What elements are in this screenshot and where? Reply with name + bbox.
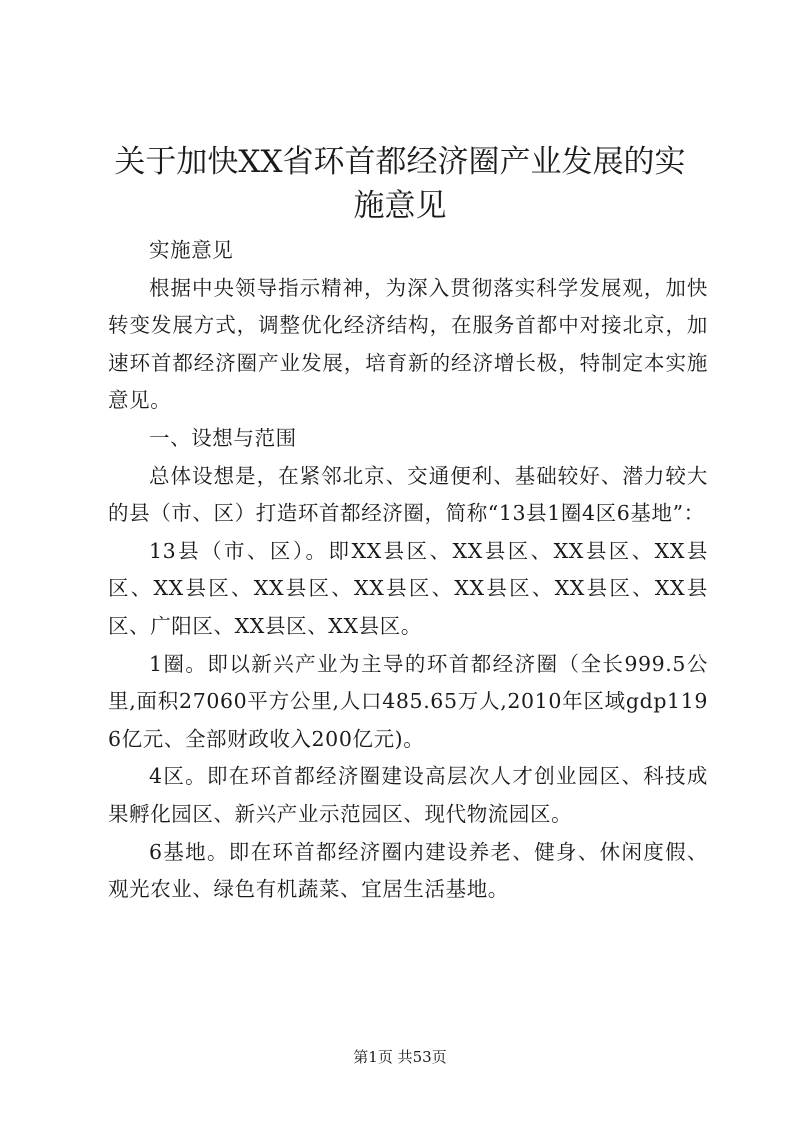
paragraph-intro: 根据中央领导指示精神，为深入贯彻落实科学发展观，加快转变发展方式，调整优化经济结构，在服务首都中对接北京，加速环首都经济圈产业发展，培育新的经济增长极，特制定本实施意见。 [108, 275, 708, 413]
paragraph-1-circle: 1圈。即以新兴产业为主导的环首都经济圈（全长999.5公里,面积27060平方公里,人口485.65万人,2010年区域gdp1196亿元、全部财政收入200亿元)。 [108, 651, 708, 751]
page-number-footer: 第1页 共53页 [353, 1048, 447, 1066]
document-body [108, 232, 708, 909]
paragraph-subtitle: 实施意见 [149, 238, 234, 262]
paragraph-overview: 总体设想是，在紧邻北京、交通便利、基础较好、潜力较大的县（市、区）打造环首都经济圈，简称“13县1圈4区6基地”： [108, 463, 708, 526]
section-heading: 一、设想与范围 [149, 425, 297, 450]
paragraph-4-zones: 4区。即在环首都经济圈建设高层次人才创业园区、科技成果孵化园区、新兴产业示范园区、现代物流园区。 [108, 764, 708, 826]
paragraph-6-bases: 6基地。即在环首都经济圈内建设养老、健身、休闲度假、观光农业、绿色有机蔬菜、宜居生活基地。 [108, 839, 708, 902]
paragraph-13-counties: 13县（市、区）。即XX县区、XX县区、XX县区、XX县区、XX县区、XX县区、XX县区、XX县区、XX县区、XX县区、广阳区、XX县区、XX县区。 [108, 538, 708, 638]
document-title: 关于加快XX省环首都经济圈产业发展的实施意见 [114, 144, 686, 224]
